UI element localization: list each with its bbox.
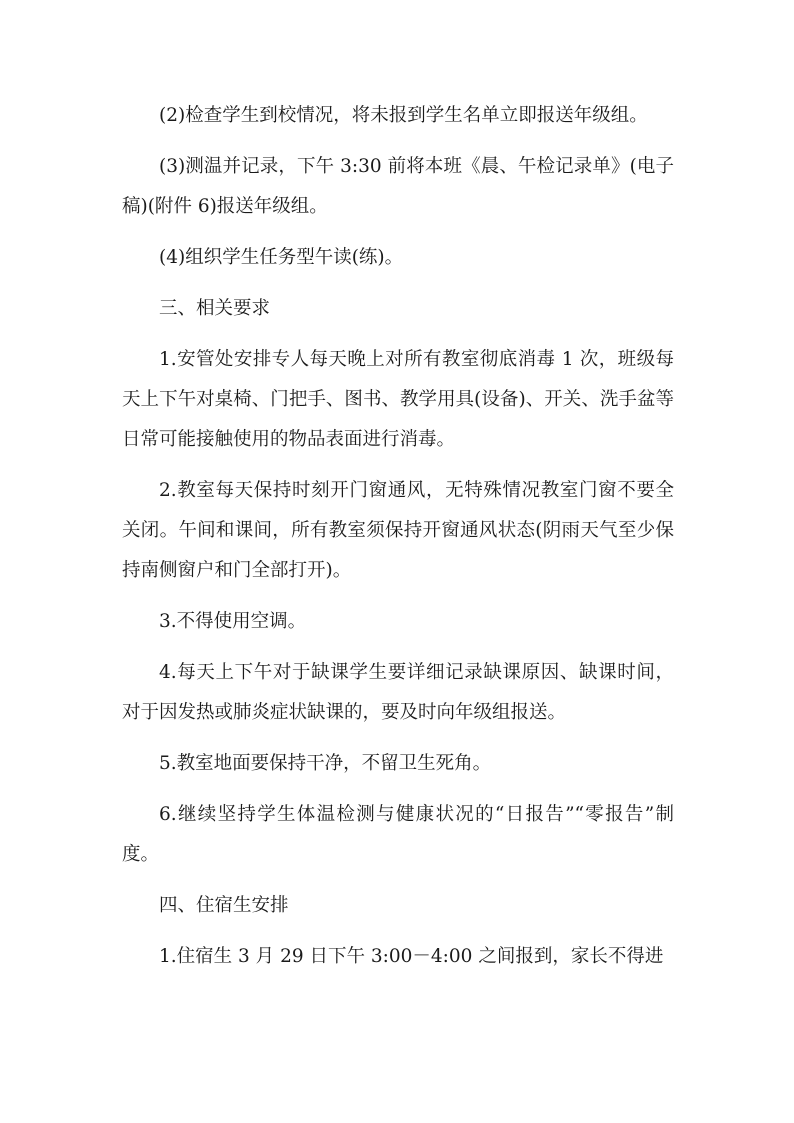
paragraph-disinfection: 1.安管处安排专人每天晚上对所有教室彻底消毒 1 次，班级每天上下午对桌椅、门把手、图书、教学用具(设备)、开关、洗手盆等日常可能接触使用的物品表面进行消毒。	[122, 349, 674, 450]
paragraph-noon-reading: (4)组织学生任务型午读(练)。	[159, 247, 404, 268]
paragraph-check-attendance: (2)检查学生到校情况，将未报到学生名单立即报送年级组。	[159, 105, 648, 126]
section-heading-requirements: 三、相关要求	[159, 298, 271, 319]
paragraph-temperature-record: (3)测温并记录，下午 3:30 前将本班《晨、午检记录单》(电子稿)(附件 6)报送年级组。	[122, 156, 674, 217]
paragraph-no-air-conditioning: 3.不得使用空调。	[159, 611, 307, 632]
paragraph-daily-report: 6.继续坚持学生体温检测与健康状况的“日报告”“零报告”制度。	[122, 804, 674, 865]
section-heading-boarding: 四、住宿生安排	[159, 895, 289, 916]
paragraph-absence-records: 4.每天上下午对于缺课学生要详细记录缺课原因、缺课时间，对于因发热或肺炎症状缺课的，要及时向年级组报送。	[122, 662, 674, 723]
paragraph-floor-cleanliness: 5.教室地面要保持干净，不留卫生死角。	[159, 753, 492, 774]
paragraph-ventilation: 2.教室每天保持时刻开门窗通风，无特殊情况教室门窗不要全关闭。午间和课间，所有教室须保持开窗通风状态(阴雨天气至少保持南侧窗户和门全部打开)。	[122, 480, 674, 581]
document-body	[122, 96, 674, 988]
paragraph-boarding-checkin: 1.住宿生 3 月 29 日下午 3:00－4:00 之间报到，家长不得进	[159, 946, 664, 967]
